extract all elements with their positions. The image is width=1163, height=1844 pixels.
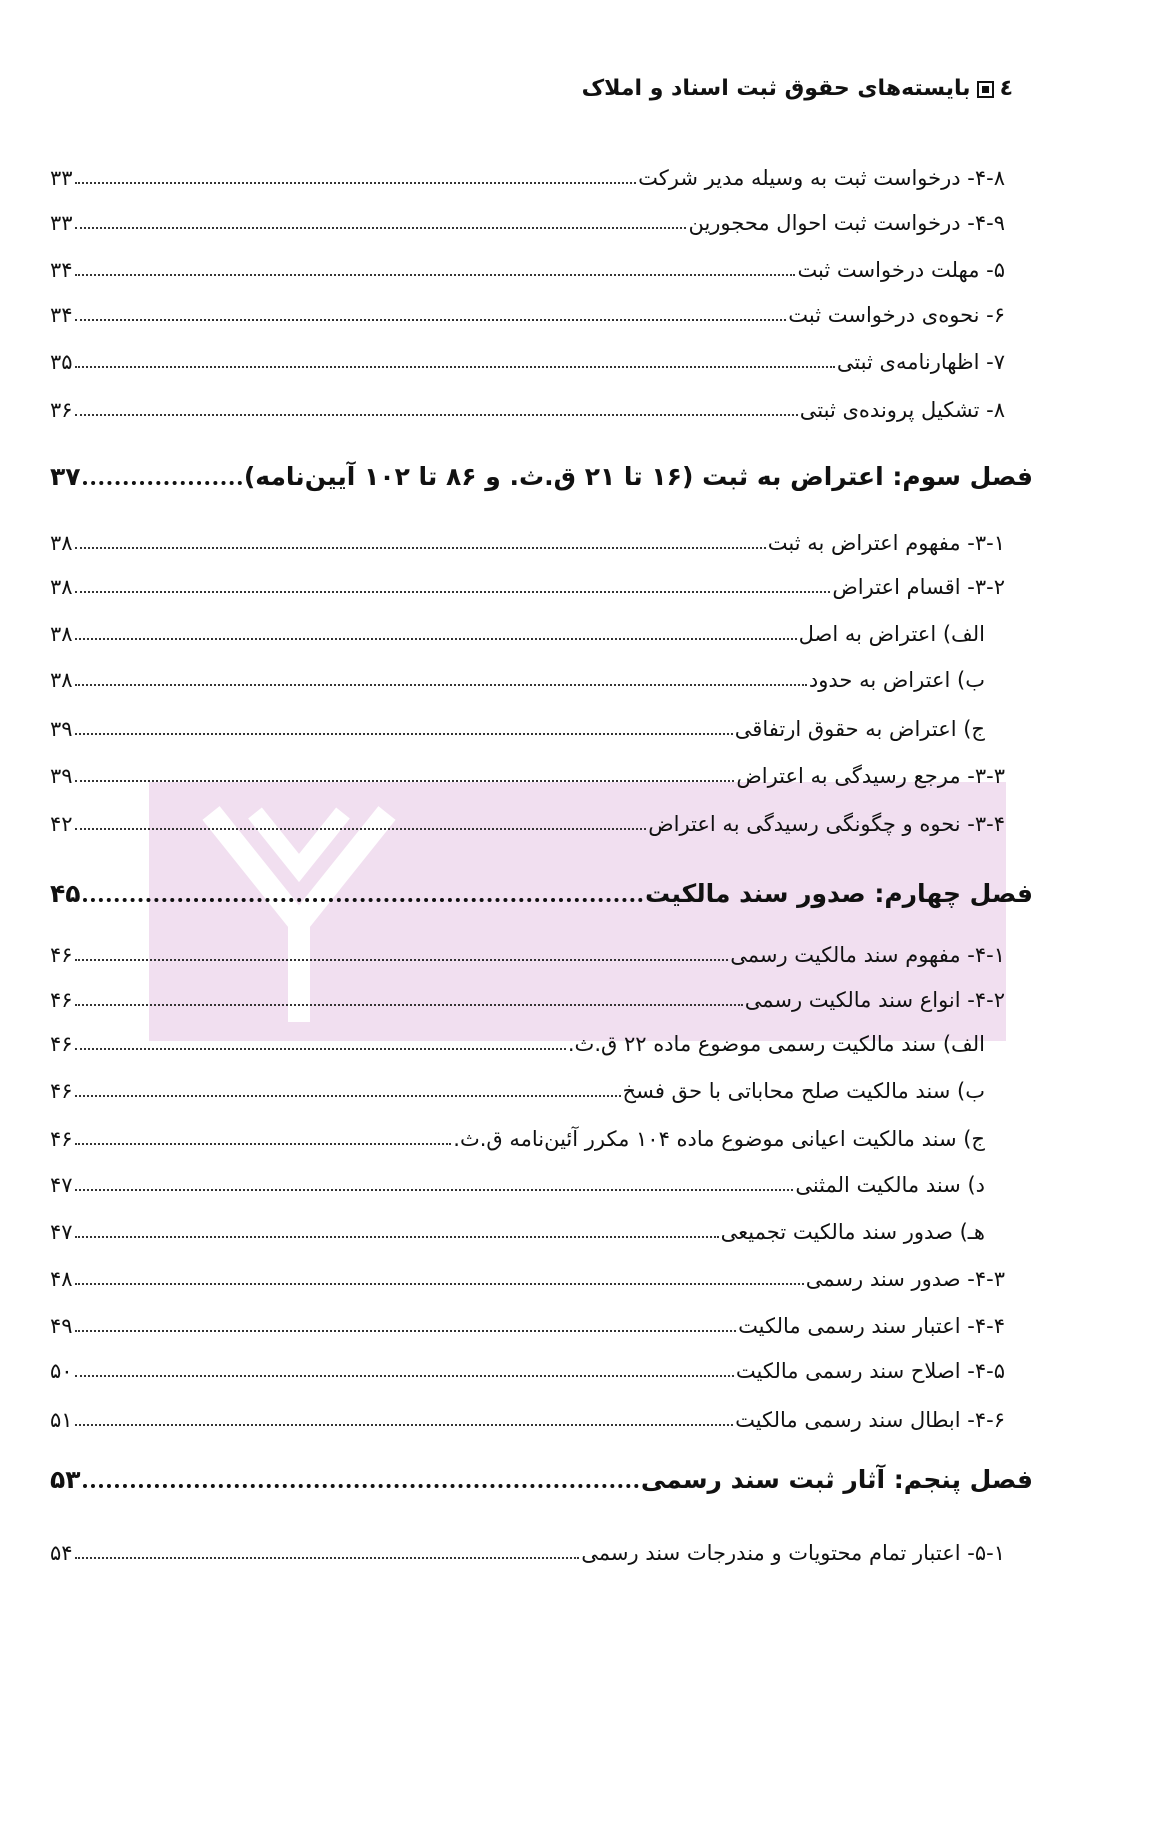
toc-entry — [50, 1259, 1005, 1291]
entry-page-number: ۳۸ — [50, 668, 73, 692]
toc-entry — [50, 1351, 1005, 1383]
dot-leader — [75, 547, 766, 549]
toc-entry — [50, 1071, 985, 1103]
toc-entry — [50, 804, 1005, 836]
entry-title: ج) سند مالکیت اعیانی موضوع ماده ۱۰۴ مکرر آئین‌نامه ق.ث. — [453, 1127, 985, 1151]
toc-entry — [50, 980, 1005, 1012]
entry-page-number: ۵۰ — [50, 1359, 73, 1383]
entry-title: فصل پنجم: آثار ثبت سند رسمی — [640, 1465, 1033, 1494]
toc-entry — [50, 1306, 1005, 1338]
entry-title: ج) اعتراض به حقوق ارتفاقی — [734, 717, 985, 741]
entry-title: ۵-۱- اعتبار تمام محتویات و مندرجات سند رسمی — [581, 1541, 1005, 1565]
dot-leader — [75, 1236, 719, 1238]
toc-entry — [50, 756, 1005, 788]
toc-entry — [50, 614, 985, 646]
dot-leader — [75, 1283, 804, 1285]
dot-leader — [83, 898, 643, 902]
entry-page-number: ۴۶ — [50, 943, 73, 967]
entry-title: ۴-۲- انواع سند مالکیت رسمی — [744, 988, 1005, 1012]
entry-page-number: ۴۷ — [50, 1220, 73, 1244]
dot-leader — [83, 1484, 639, 1488]
entry-page-number: ۳۸ — [50, 531, 73, 555]
entry-title: ۴-۱- مفهوم سند مالکیت رسمی — [730, 943, 1005, 967]
entry-title: ب) سند مالکیت صلح محاباتی با حق فسخ — [622, 1079, 985, 1103]
entry-page-number: ۴۷ — [50, 1173, 73, 1197]
entry-page-number: ۳۶ — [50, 398, 73, 422]
dot-leader — [75, 1048, 566, 1050]
dot-leader — [75, 274, 796, 276]
toc-entry — [50, 342, 1005, 374]
dot-leader — [75, 414, 798, 416]
toc-entry — [50, 1024, 985, 1056]
dot-leader — [75, 1375, 734, 1377]
entry-page-number: ۳۵ — [50, 350, 73, 374]
dot-leader — [75, 182, 637, 184]
entry-page-number: ۳۴ — [50, 303, 73, 327]
entry-page-number: ۳۹ — [50, 717, 73, 741]
toc-entry — [50, 250, 1005, 282]
dot-leader — [75, 638, 797, 640]
toc-entry — [50, 1165, 985, 1197]
dot-leader — [75, 1095, 621, 1097]
entry-page-number: ۴۶ — [50, 988, 73, 1012]
toc-entry — [50, 203, 1005, 235]
running-header — [582, 76, 1013, 101]
toc-chapter-entry — [50, 872, 1033, 908]
toc-entry — [50, 523, 1005, 555]
dot-leader — [75, 959, 729, 961]
entry-page-number: ۳۳ — [50, 166, 73, 190]
toc-entry — [50, 935, 1005, 967]
dot-leader — [75, 1189, 794, 1191]
toc-entry — [50, 660, 985, 692]
dot-leader — [75, 1557, 580, 1559]
entry-title: ۴-۳- صدور سند رسمی — [805, 1267, 1005, 1291]
toc-entry — [50, 158, 1005, 190]
dot-leader — [75, 733, 733, 735]
entry-page-number: ۳۹ — [50, 764, 73, 788]
entry-page-number: ۳۷ — [50, 462, 81, 491]
entry-page-number: ۵۴ — [50, 1541, 73, 1565]
entry-title: فصل چهارم: صدور سند مالکیت — [645, 879, 1033, 908]
entry-title: هـ) صدور سند مالکیت تجمیعی — [720, 1220, 985, 1244]
entry-page-number: ۳۸ — [50, 575, 73, 599]
entry-title: الف) سند مالکیت رسمی موضوع ماده ۲۲ ق.ث. — [567, 1032, 985, 1056]
entry-page-number: ۴۵ — [50, 879, 81, 908]
dot-leader — [75, 1143, 452, 1145]
entry-page-number: ۴۶ — [50, 1127, 73, 1151]
dot-leader — [75, 591, 831, 593]
toc-entry — [50, 709, 985, 741]
dot-leader — [83, 481, 242, 485]
entry-title: ۴-۹- درخواست ثبت احوال محجورین — [688, 211, 1005, 235]
dot-leader — [75, 1004, 743, 1006]
toc-chapter-entry — [50, 455, 1033, 491]
dot-leader — [75, 828, 647, 830]
entry-title: ۵- مهلت درخواست ثبت — [797, 258, 1005, 282]
dot-leader — [75, 780, 735, 782]
header-page-number: ٤ — [999, 76, 1013, 101]
entry-page-number: ۴۸ — [50, 1267, 73, 1291]
toc-entry — [50, 295, 1005, 327]
entry-page-number: ۳۸ — [50, 622, 73, 646]
entry-title: ۶- نحوه‌ی درخواست ثبت — [788, 303, 1005, 327]
entry-title: ۴-۴- اعتبار سند رسمی مالکیت — [738, 1314, 1005, 1338]
entry-page-number: ۵۳ — [50, 1465, 81, 1494]
entry-title: ۳-۲- اقسام اعتراض — [832, 575, 1005, 599]
entry-page-number: ۳۴ — [50, 258, 73, 282]
entry-title: ۸- تشکیل پرونده‌ی ثبتی — [799, 398, 1005, 422]
dot-leader — [75, 1424, 734, 1426]
toc-entry — [50, 1119, 985, 1151]
entry-page-number: ۴۶ — [50, 1032, 73, 1056]
toc-entry — [50, 390, 1005, 422]
entry-title: ۳-۱- مفهوم اعتراض به ثبت — [767, 531, 1005, 555]
toc-chapter-entry — [50, 1458, 1033, 1494]
dot-leader — [75, 227, 687, 229]
entry-page-number: ۴۲ — [50, 812, 73, 836]
entry-title: ۳-۴- نحوه و چگونگی رسیدگی به اعتراض — [648, 812, 1005, 836]
entry-page-number: ۵۱ — [50, 1408, 73, 1432]
entry-title: ۴-۶- ابطال سند رسمی مالکیت — [735, 1408, 1005, 1432]
entry-title: الف) اعتراض به اصل — [798, 622, 985, 646]
entry-title: ۳-۳- مرجع رسیدگی به اعتراض — [736, 764, 1005, 788]
entry-title: ۴-۵- اصلاح سند رسمی مالکیت — [735, 1359, 1005, 1383]
dot-leader — [75, 1330, 737, 1332]
toc-entry — [50, 567, 1005, 599]
entry-title: د) سند مالکیت المثنی — [795, 1173, 985, 1197]
toc-entry — [50, 1400, 1005, 1432]
square-bullet-icon — [977, 81, 994, 98]
entry-title: ۴-۸- درخواست ثبت به وسیله مدیر شرکت — [638, 166, 1005, 190]
dot-leader — [75, 684, 807, 686]
dot-leader — [75, 366, 835, 368]
toc-entry — [50, 1212, 985, 1244]
entry-page-number: ۳۳ — [50, 211, 73, 235]
header-title: بایسته‌های حقوق ثبت اسناد و املاک — [581, 76, 971, 101]
entry-page-number: ۴۶ — [50, 1079, 73, 1103]
dot-leader — [75, 319, 787, 321]
entry-page-number: ۴۹ — [50, 1314, 73, 1338]
entry-title: فصل سوم: اعتراض به ثبت (۱۶ تا ۲۱ ق.ث. و ۸۶ تا ۱۰۲ آیین‌نامه) — [243, 462, 1033, 491]
entry-title: ۷- اظهارنامه‌ی ثبتی — [836, 350, 1005, 374]
toc-entry — [50, 1533, 1005, 1565]
entry-title: ب) اعتراض به حدود — [808, 668, 985, 692]
